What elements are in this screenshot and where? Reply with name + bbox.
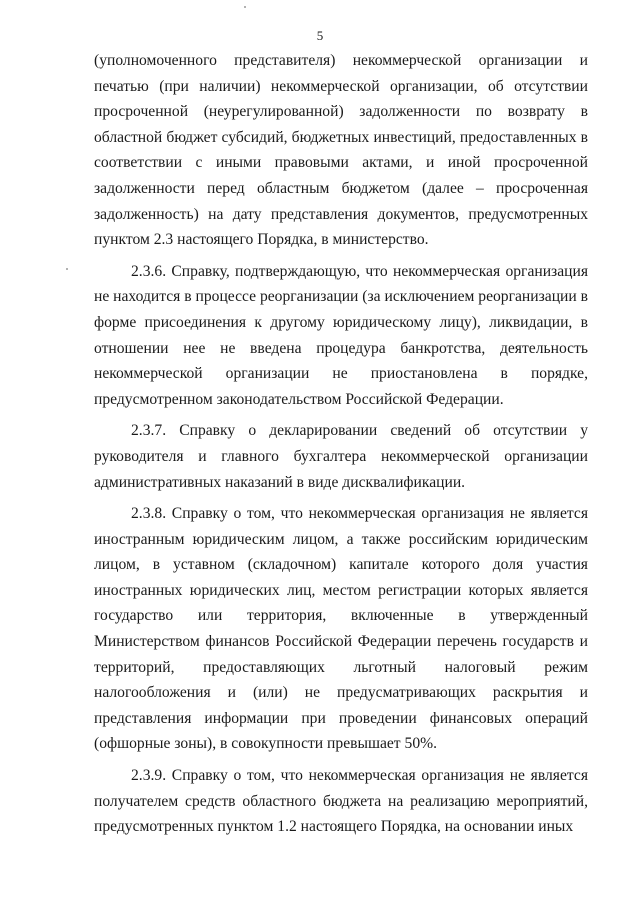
- paragraph-2-3-9: 2.3.9. Справку о том, что некоммерческая организация не является получателем средств областного бюджета на реализацию мероприятий, предусмотренных пунктом 1.2 настоящего Порядка, на основании иных: [94, 767, 588, 836]
- paragraph-continuation: (уполномоченного представителя) некоммерческой организации и печатью (при наличии) некоммерческой организации, об отсутствии просроченной (неурегулированной) задолженности по возврату в областной бюджет субсидий, бюджетных инвестиций, предоставленных в соответствии с иными правовыми актами, и иной просроченной задолженности перед областным бюджетом (далее – просроченная задолженность) на дату представления документов, предусмотренных пунктом 2.3 настоящего Порядка, в министерство.: [94, 52, 588, 249]
- paragraph-2-3-8: 2.3.8. Справку о том, что некоммерческая организация не является иностранным юридическим лицом, а также российским юридическим лицом, в уставном (складочном) капитале которого доля участия иностранных юридических лиц, местом регистрации которых является государство или территория, включенные в утвержденный Министерством финансов Российской Федерации перечень государств и территорий, предоставляющих льготный налоговый режим налогообложения и (или) не предусматривающих раскрытия и представления информации при проведении финансовых операций (офшорные зоны), в совокупности превышает 50%.: [94, 505, 588, 753]
- paragraph-2-3-7: 2.3.7. Справку о декларировании сведений об отсутствии у руководителя и главного бухгалтера некоммерческой организации административных наказаний в виде дисквалификации.: [94, 422, 588, 491]
- document-body: [94, 48, 588, 840]
- paragraph-2-3-6: 2.3.6. Справку, подтверждающую, что некоммерческая организация не находится в процессе реорганизации (за исключением реорганизации в форме присоединения к другому юридическому лицу), ликвидации, в отношении нее не введена процедура банкротства, деятельность некоммерческой организации не приостановлена в порядке, предусмотренном законодательством Российской Федерации.: [94, 262, 588, 408]
- page-number: 5: [316, 28, 324, 43]
- scan-speck: [66, 268, 68, 270]
- scan-speck: [244, 6, 246, 8]
